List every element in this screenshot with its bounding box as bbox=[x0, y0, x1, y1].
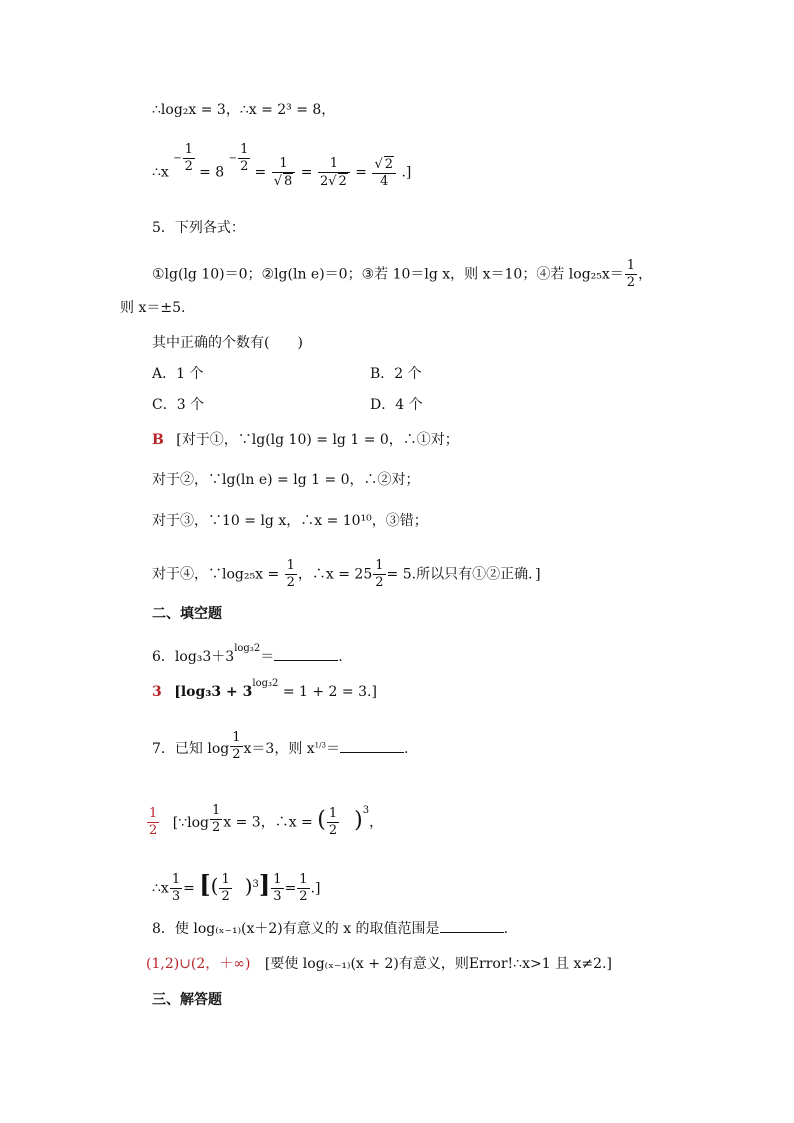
text: x＝3，则 x bbox=[243, 741, 315, 758]
text: x = 3，∴x = bbox=[223, 814, 313, 831]
coefficient: 2 bbox=[319, 173, 329, 189]
numerator: 1 bbox=[299, 872, 308, 887]
denominator: 2 bbox=[240, 159, 249, 174]
numerator: 1 bbox=[171, 872, 181, 887]
denominator: 2√ 2 bbox=[319, 173, 347, 189]
fraction-half bbox=[230, 730, 242, 763]
numerator: 1 bbox=[184, 142, 193, 157]
denominator: 4 bbox=[380, 173, 389, 189]
question-5-items bbox=[152, 258, 652, 291]
text: 其中正确的个数有( ) bbox=[152, 335, 303, 351]
text: = 5.所以只有①②正确．] bbox=[386, 566, 541, 583]
fraction-third bbox=[170, 872, 182, 905]
option-d bbox=[370, 395, 423, 415]
answer-5-line-1 bbox=[152, 430, 459, 450]
fraction bbox=[183, 142, 195, 175]
question-5-title bbox=[152, 218, 245, 238]
equals: = bbox=[300, 164, 313, 181]
answer-5-line-3 bbox=[152, 511, 428, 531]
text: ， bbox=[369, 814, 384, 831]
fraction-one-over-2sqrt2 bbox=[318, 156, 350, 190]
answer-value: 3 bbox=[152, 684, 162, 700]
numerator: 1 bbox=[273, 872, 282, 887]
equals: = bbox=[183, 880, 195, 897]
text: ， bbox=[638, 266, 653, 283]
text: 7．已知 log bbox=[152, 741, 230, 758]
text: . bbox=[338, 649, 343, 665]
bracket-open: [ bbox=[199, 869, 211, 899]
denominator: 2 bbox=[149, 823, 158, 838]
denominator: 2 bbox=[286, 575, 295, 590]
text: A．1 个 bbox=[152, 366, 204, 382]
text: [对于①，∵lg(lg 10) = lg 1 = 0，∴①对； bbox=[176, 432, 459, 448]
text: 对于④，∵log₂₅x = bbox=[152, 566, 280, 583]
text: C．3 个 bbox=[152, 397, 205, 413]
text: ∴log₂x = 3，∴x = 2³ = 8， bbox=[152, 102, 336, 118]
radicand: 2 bbox=[338, 173, 347, 189]
fraction-half bbox=[327, 806, 339, 839]
text: . bbox=[403, 741, 409, 758]
solution-line-1 bbox=[152, 100, 335, 120]
question-6 bbox=[152, 643, 343, 667]
equals: ＝ bbox=[325, 741, 340, 758]
denominator: 3 bbox=[171, 889, 181, 904]
section-3-heading bbox=[152, 990, 222, 1010]
fraction-third bbox=[271, 872, 283, 905]
denominator: 2 bbox=[184, 159, 193, 174]
exponent: 1/3 bbox=[314, 741, 326, 750]
fraction bbox=[238, 142, 250, 175]
denominator: 2 bbox=[211, 820, 221, 836]
text: ①lg(lg 10)＝0；②lg(ln e)＝0；③若 10＝lg x，则 x＝10；④若 log₂₅x＝ bbox=[152, 266, 624, 283]
paren-open: ( bbox=[317, 807, 326, 833]
numerator: 1 bbox=[318, 156, 350, 173]
answer-6 bbox=[152, 678, 377, 702]
equals: ＝ bbox=[260, 649, 275, 665]
fraction-half bbox=[219, 872, 231, 905]
text: 对于②，∵lg(ln e) = lg 1 = 0，∴②对； bbox=[152, 472, 420, 488]
text: . bbox=[503, 921, 509, 937]
exponent-cube: 3 bbox=[252, 878, 259, 890]
text: = 8 bbox=[199, 164, 225, 181]
numerator: 1 bbox=[149, 806, 158, 821]
numerator: √ 2 bbox=[372, 156, 396, 174]
answer-blank bbox=[440, 918, 504, 933]
exponent-neg-half bbox=[173, 142, 199, 174]
paren-open: ( bbox=[210, 873, 219, 898]
minus-sign: − bbox=[173, 153, 182, 164]
text: .] bbox=[310, 880, 321, 897]
denominator: 2 bbox=[232, 747, 241, 762]
exponent-neg-half-2 bbox=[228, 142, 255, 174]
numerator: 1 bbox=[286, 558, 295, 573]
paren-close: ) bbox=[354, 807, 363, 833]
text: 5．下列各式： bbox=[152, 220, 245, 236]
fraction-half-exponent bbox=[373, 558, 385, 591]
exponent: log₃2 bbox=[252, 678, 279, 690]
numerator: 1 bbox=[232, 730, 241, 745]
equals: = bbox=[355, 164, 367, 181]
denominator: √ 8 bbox=[273, 173, 293, 189]
text: ∴x bbox=[152, 164, 169, 181]
bracket-close: ] bbox=[258, 869, 271, 899]
answer-fraction-half bbox=[147, 806, 159, 839]
denominator: 2 bbox=[328, 823, 338, 838]
numerator: 1 bbox=[328, 806, 338, 821]
minus-sign: − bbox=[228, 153, 238, 164]
text: 二、填空题 bbox=[152, 606, 222, 622]
text: ∴x bbox=[152, 880, 169, 897]
text: B．2 个 bbox=[370, 366, 422, 382]
text: 三、解答题 bbox=[152, 992, 222, 1008]
option-b bbox=[370, 364, 422, 384]
text: [要使 log₍ₓ₋₁₎(x + 2)有意义，则Error!∴x>1 且 x≠2.] bbox=[264, 956, 612, 972]
answer-7-line-1 bbox=[146, 803, 384, 844]
exponent-cube: 3 bbox=[362, 804, 370, 816]
question-5-ask bbox=[152, 333, 303, 353]
answer-blank bbox=[340, 738, 404, 753]
text: 对于③，∵10 = lg x，∴x = 10¹⁰，③错； bbox=[152, 513, 428, 529]
text: 8．使 log₍ₓ₋₁₎(x＋2)有意义的 x 的取值范围是 bbox=[152, 921, 440, 937]
section-2-heading bbox=[152, 604, 222, 624]
log-base bbox=[229, 730, 243, 762]
equals: = bbox=[284, 880, 297, 897]
numerator: 1 bbox=[221, 872, 230, 887]
question-8 bbox=[152, 918, 508, 939]
answer-8 bbox=[146, 954, 612, 974]
solution-line-2 bbox=[152, 142, 412, 190]
answer-blank bbox=[274, 646, 338, 661]
denominator: 2 bbox=[626, 275, 636, 290]
answer-5-line-4 bbox=[152, 558, 541, 591]
equals: = bbox=[254, 164, 267, 181]
log-base bbox=[209, 803, 223, 836]
numerator: 1 bbox=[626, 258, 636, 273]
answer-letter: B bbox=[152, 432, 164, 448]
denominator: 2 bbox=[299, 889, 308, 904]
fraction-half bbox=[297, 872, 309, 905]
fraction-half bbox=[625, 258, 637, 291]
text: [∵log bbox=[172, 814, 209, 831]
text: [log₃3 + 3 bbox=[174, 684, 253, 700]
text: D．4 个 bbox=[370, 397, 423, 413]
paren-close: ) bbox=[244, 873, 253, 898]
fraction-sqrt2-over-4 bbox=[372, 156, 396, 190]
radicand: 2 bbox=[384, 156, 394, 172]
question-7 bbox=[152, 730, 409, 771]
numerator: 1 bbox=[211, 803, 221, 819]
question-5-continuation bbox=[120, 298, 185, 318]
answer-7-line-2 bbox=[152, 869, 321, 905]
radicand: 8 bbox=[284, 173, 293, 189]
answer-value: (1,2)∪(2，＋∞) bbox=[146, 956, 251, 972]
text: 6．log₃3＋3 bbox=[152, 649, 235, 665]
text: 则 x＝±5. bbox=[120, 300, 186, 316]
numerator: 1 bbox=[272, 156, 296, 173]
fraction-half bbox=[210, 803, 222, 836]
option-c bbox=[152, 395, 204, 415]
denominator: 2 bbox=[375, 575, 384, 590]
fraction-one-over-sqrt8 bbox=[272, 156, 296, 190]
denominator: 3 bbox=[273, 889, 282, 904]
text: ，∴x = 25 bbox=[297, 566, 373, 583]
exponent: log₃2 bbox=[234, 643, 261, 655]
text: .] bbox=[401, 164, 412, 181]
denominator: 2 bbox=[221, 889, 230, 904]
numerator: 1 bbox=[240, 142, 249, 157]
fraction-half bbox=[285, 558, 297, 591]
numerator: 1 bbox=[375, 558, 384, 573]
text: = 1 + 2 = 3.] bbox=[282, 684, 377, 700]
option-a bbox=[152, 364, 203, 384]
answer-5-line-2 bbox=[152, 470, 420, 490]
